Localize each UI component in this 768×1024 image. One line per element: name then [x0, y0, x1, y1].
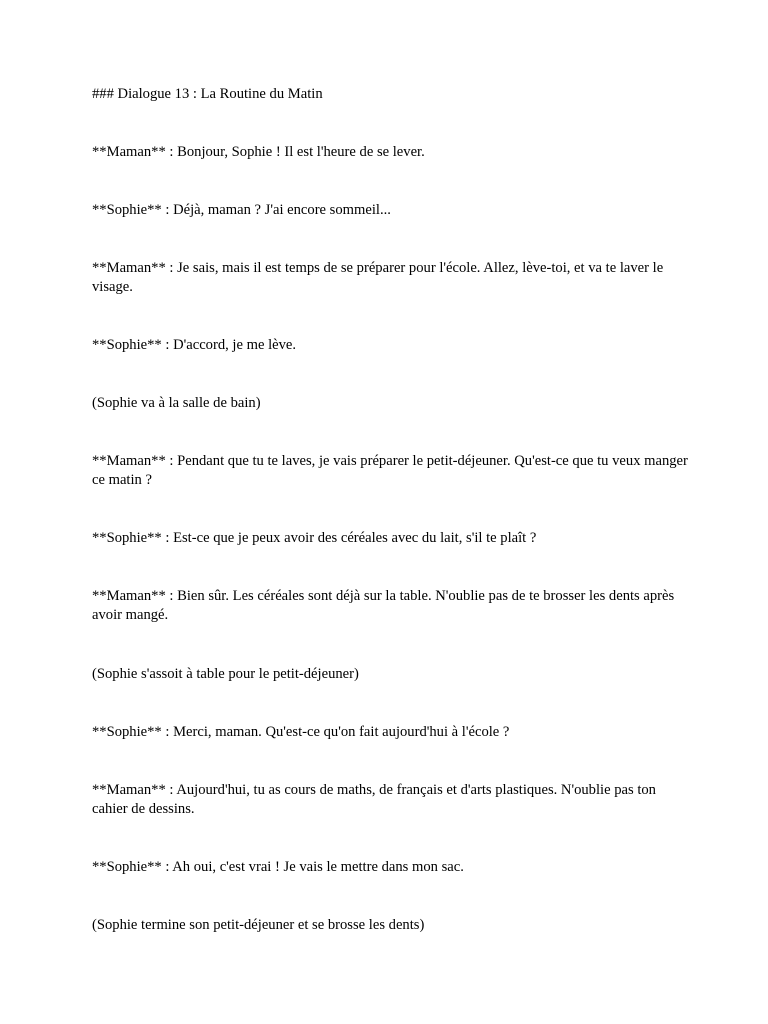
dialogue-line: **Sophie** : Déjà, maman ? J'ai encore sommeil... — [92, 202, 391, 218]
dialogue-line: **Sophie** : Merci, maman. Qu'est-ce qu'on fait aujourd'hui à l'école ? — [92, 724, 510, 740]
stage-direction: (Sophie termine son petit-déjeuner et se brosse les dents) — [92, 917, 425, 933]
dialogue-line: **Sophie** : Ah oui, c'est vrai ! Je vais le mettre dans mon sac. — [92, 859, 464, 875]
dialogue-line: **Maman** : Aujourd'hui, tu as cours de maths, de français et d'arts plastiques. N'oublie pas ton cahier de dessins. — [92, 782, 656, 817]
dialogue-heading: ### Dialogue 13 : La Routine du Matin — [92, 86, 323, 102]
dialogue-line: **Maman** : Je sais, mais il est temps de se préparer pour l'école. Allez, lève-toi, et va te laver le visage. — [92, 260, 664, 295]
dialogue-line: **Sophie** : Est-ce que je peux avoir des céréales avec du lait, s'il te plaît ? — [92, 530, 537, 546]
dialogue-line: **Maman** : Bonjour, Sophie ! Il est l'heure de se lever. — [92, 144, 425, 160]
dialogue-line: **Maman** : Bien sûr. Les céréales sont déjà sur la table. N'oublie pas de te brosser les dents après avoir mangé. — [92, 588, 675, 623]
dialogue-line: **Sophie** : D'accord, je me lève. — [92, 337, 297, 353]
dialogue-line: **Maman** : Pendant que tu te laves, je vais préparer le petit-déjeuner. Qu'est-ce que tu veux manger ce matin ? — [92, 453, 688, 488]
stage-direction: (Sophie s'assoit à table pour le petit-déjeuner) — [92, 666, 359, 682]
stage-direction: (Sophie va à la salle de bain) — [92, 395, 261, 411]
